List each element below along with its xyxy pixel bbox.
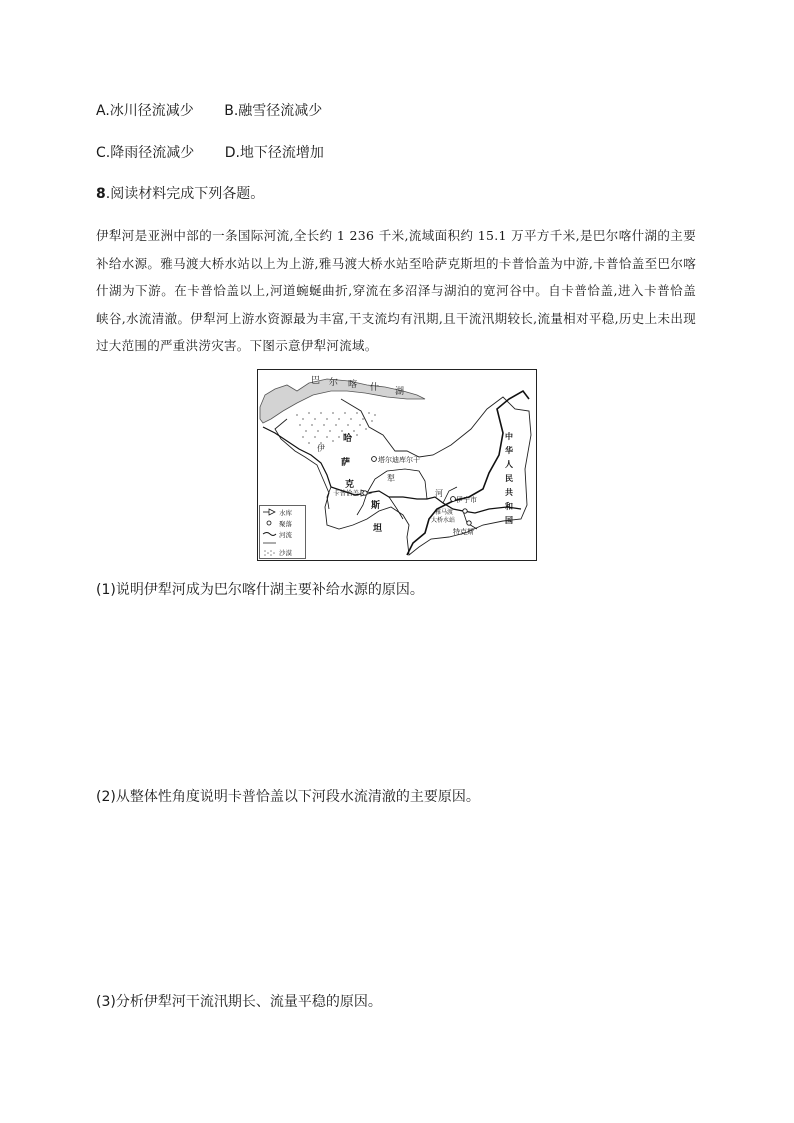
yamadu-dot	[463, 509, 467, 513]
sub-question-2: (2)从整体性角度说明卡普恰盖以下河段水流清澈的主要原因。	[96, 789, 480, 805]
svg-text:湖: 湖	[395, 387, 405, 397]
sub-question-3: (3)分析伊犁河干流汛期长、流量平稳的原因。	[96, 994, 382, 1010]
svg-text:哈: 哈	[343, 434, 353, 444]
china-label	[505, 431, 513, 525]
kapchagay-dot	[363, 491, 367, 495]
options-row-2	[96, 142, 324, 162]
option-c: C.降雨径流减少	[96, 145, 195, 161]
svg-text:中: 中	[505, 432, 513, 441]
legend-settlement: 聚落	[279, 520, 292, 528]
reading-material: 伊犁河是亚洲中部的一条国际河流,全长约 1 236 千米,流域面积约 15.1 万平方千米,是巴尔喀什湖的主要补给水源。雅马渡大桥水站以上为上游,雅马渡大桥水站至哈萨克斯坦的卡普恰盖为中游,卡普恰盖至巴尔喀什湖为下游。在卡普恰盖以上,河道蜿蜒曲折,穿流在多沼泽与湖泊的宽河谷中。自卡普恰盖,进入卡普恰盖峡谷,水流清澈。伊犁河上游水资源最为丰富,干支流均有汛期,且干流汛期较长,流量相对平稳,历史上未出现过大范围的严重洪涝灾害。下图示意伊犁河流域。	[96, 228, 696, 353]
option-d: D.地下径流增加	[224, 145, 324, 161]
options-row-1	[96, 100, 322, 120]
taldykorgan-label: 塔尔迪库尔干	[378, 456, 420, 464]
map-figure	[257, 369, 537, 561]
svg-text:克: 克	[345, 480, 355, 490]
svg-text:民: 民	[505, 474, 513, 483]
svg-text:喀: 喀	[348, 380, 358, 390]
svg-text:巴: 巴	[311, 376, 321, 386]
svg-text:和: 和	[505, 502, 513, 511]
svg-text:华: 华	[505, 446, 513, 455]
tekes-dot	[467, 521, 471, 525]
svg-text:犁: 犁	[387, 474, 395, 483]
map-legend	[260, 506, 306, 559]
yamadu-label-line2: 大桥水站	[431, 517, 456, 524]
svg-text:坦: 坦	[373, 524, 383, 534]
svg-text:河: 河	[435, 489, 443, 498]
svg-text:伊: 伊	[317, 444, 325, 453]
svg-text:萨: 萨	[341, 458, 351, 468]
svg-text:国: 国	[505, 516, 513, 525]
sub-question-1: (1)说明伊犁河成为巴尔喀什湖主要补给水源的原因。	[96, 582, 424, 598]
legend-settlement-icon	[267, 521, 271, 525]
legend-river: 河流	[279, 531, 292, 539]
legend-reservoir: 水库	[279, 509, 292, 517]
svg-text:斯: 斯	[371, 501, 381, 511]
question-title: .阅读材料完成下列各题。	[105, 186, 265, 202]
yining-dot	[451, 497, 456, 502]
tekes-label: 特克斯	[453, 528, 474, 536]
question-number: 8	[96, 186, 106, 202]
svg-text:什: 什	[370, 383, 380, 393]
ili-river-basin-map	[257, 369, 537, 561]
taldykorgan-dot	[372, 457, 377, 462]
question-heading	[96, 183, 264, 203]
yining-label: 伊宁市	[456, 496, 477, 504]
option-a: A.冰川径流减少	[96, 103, 194, 119]
legend-desert: 沙漠	[279, 549, 292, 557]
yamadu-label-line1: 雅马渡	[435, 509, 454, 516]
kapchagay-label: 卡普恰盖	[333, 489, 359, 497]
svg-text:人: 人	[505, 460, 513, 469]
svg-text:共: 共	[505, 488, 513, 497]
option-b: B.融雪径流减少	[224, 103, 323, 119]
svg-text:尔: 尔	[329, 378, 339, 388]
